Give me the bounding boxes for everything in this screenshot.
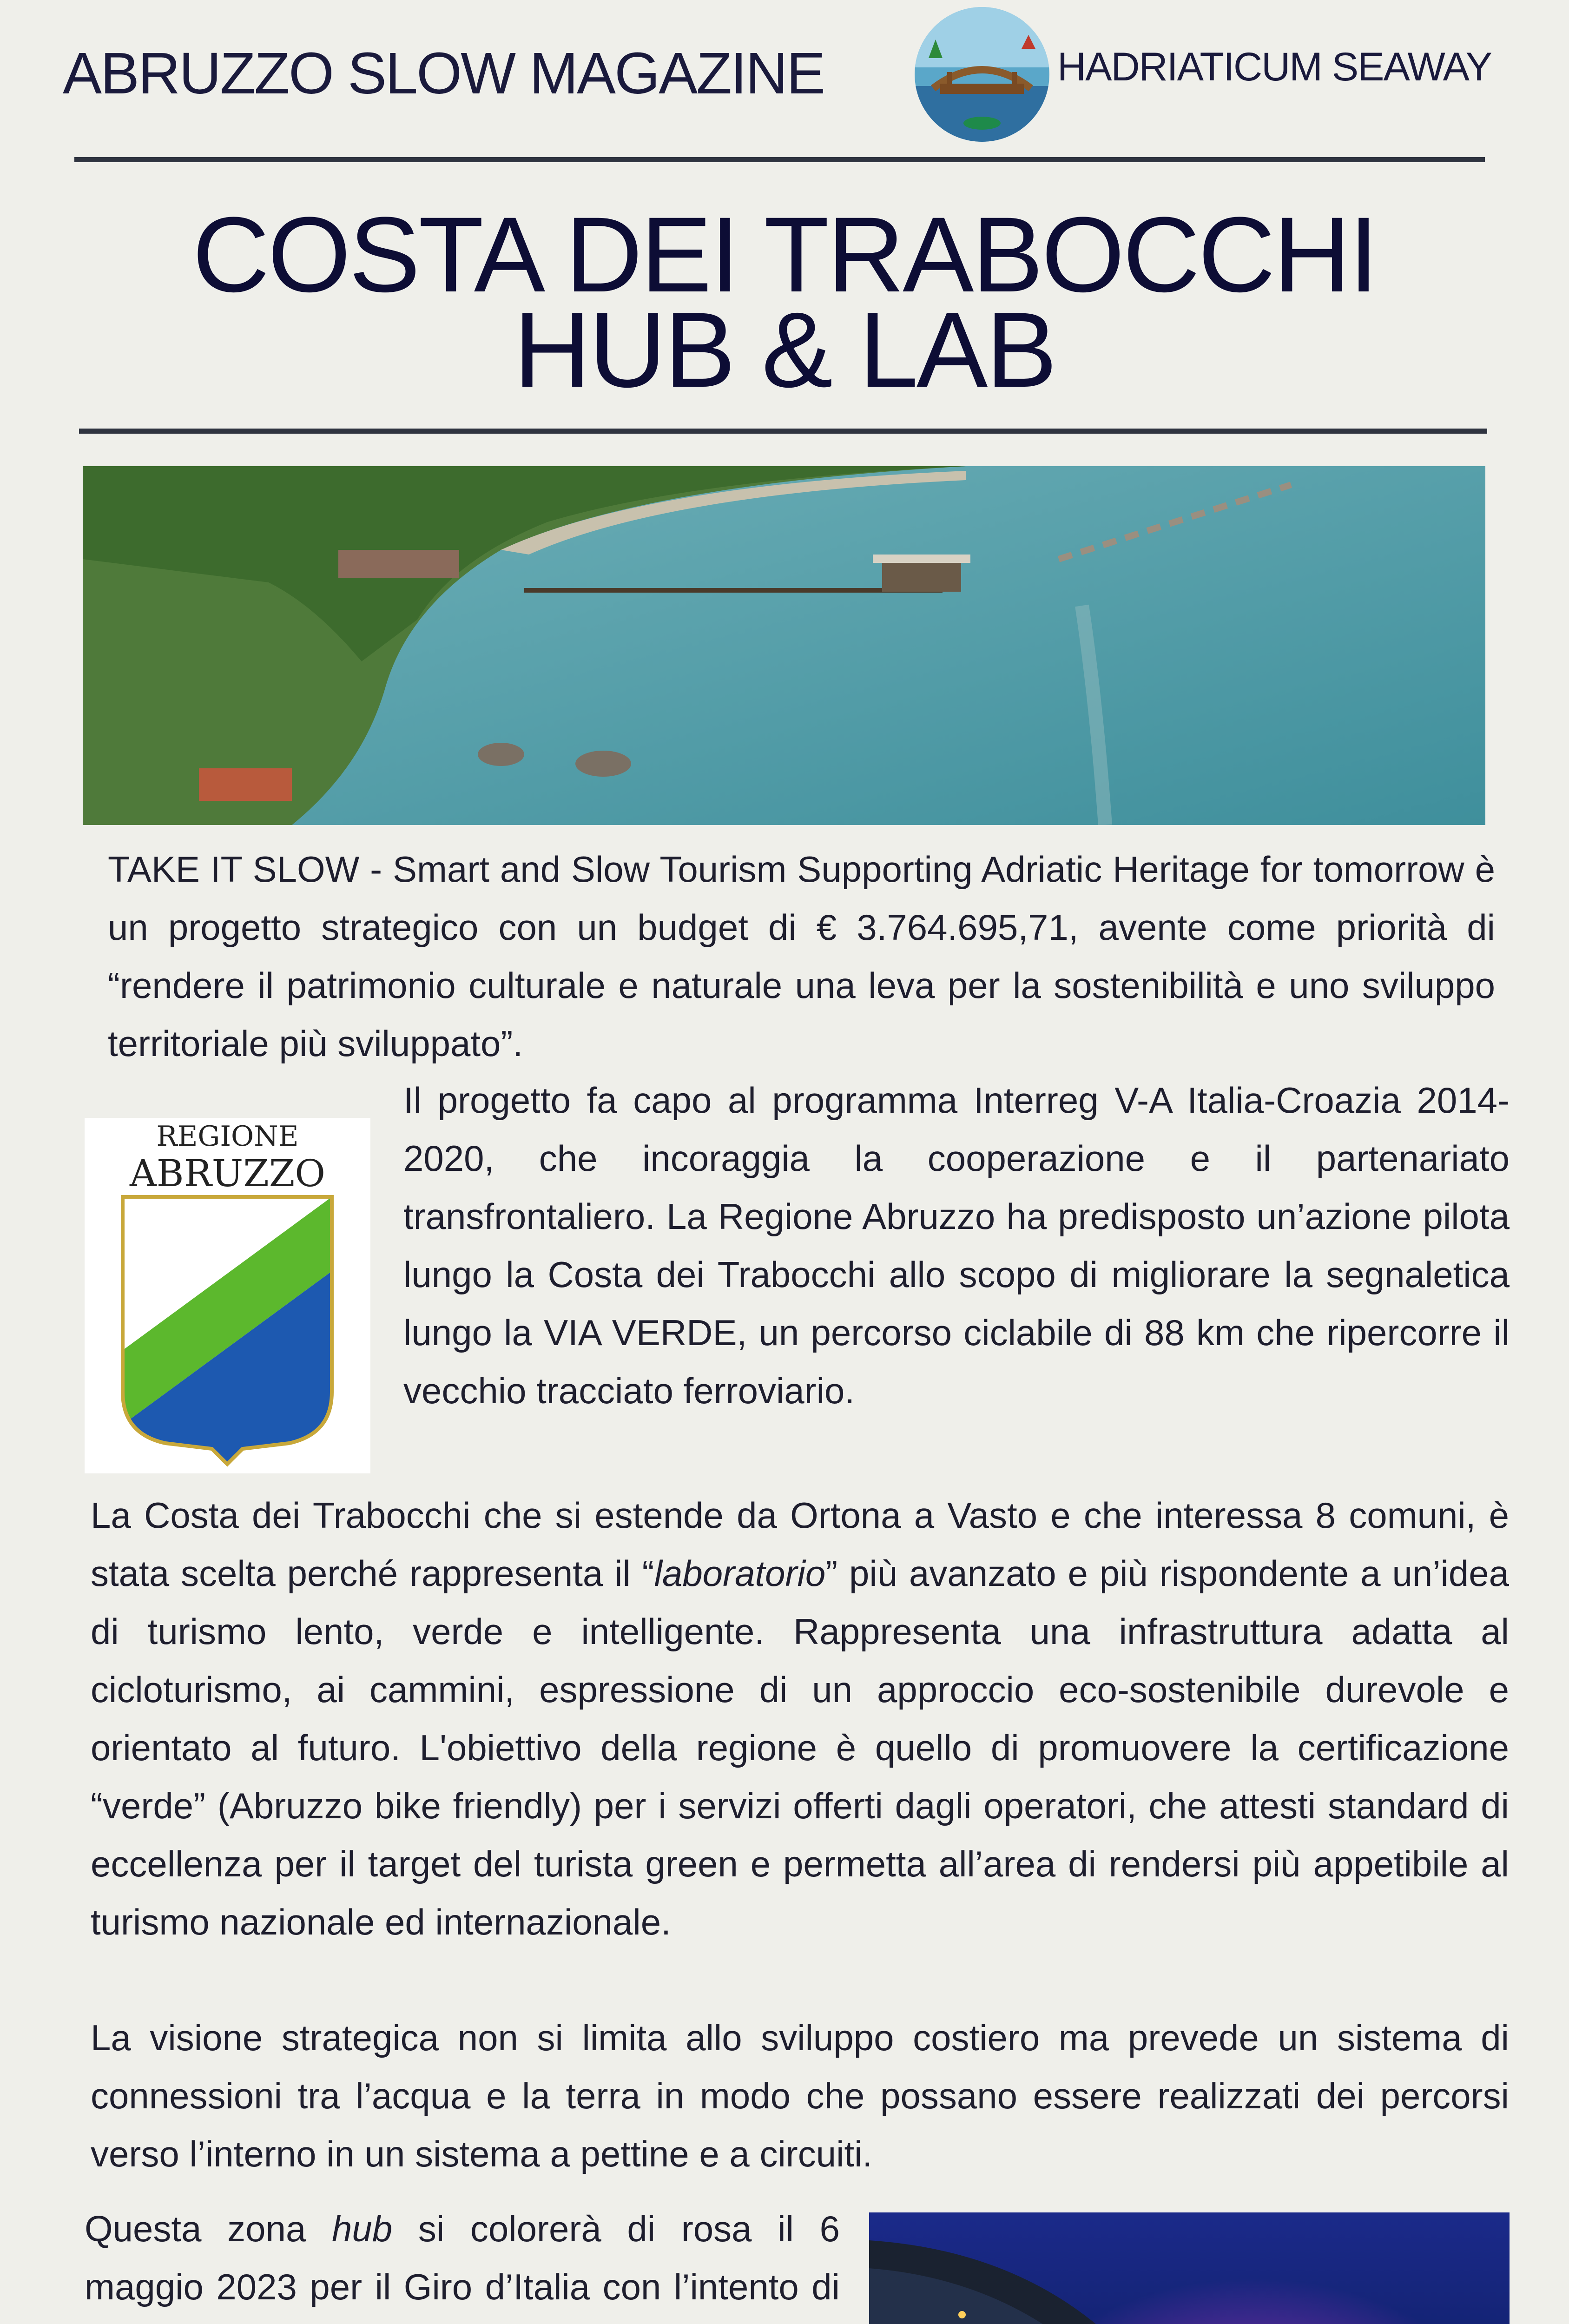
hub-text-start: Questa zona	[85, 2208, 332, 2249]
abruzzo-shield-icon	[85, 1118, 370, 1473]
title-divider	[79, 429, 1487, 434]
vision-paragraph: La visione strategica non si limita allo sviluppo costiero ma prevede un sistema di connessioni tra l’acqua e la terra in modo che possano essere realizzati dei percorsi verso l’interno in un sistema a pettine e a circuiti.	[91, 2017, 1509, 2174]
project-paragraph: Il progetto fa capo al programma Interreg V-A Italia-Croazia 2014-2020, che incoraggia la cooperazione e il partenariato transfrontaliero. La Regione Abruzzo ha predisposto un’azione pilota lungo la Costa dei Trabocchi allo scopo di migliorare la segnaletica lungo la VIA VERDE, un percorso ciclabile di 88 km che ripercorre il vecchio tracciato ferroviario.	[403, 1080, 1510, 1411]
header-divider	[74, 157, 1485, 162]
costa-text-italic: laboratorio	[654, 1553, 826, 1594]
page-title-line2: HUB & LAB	[514, 290, 1055, 409]
magazine-title: ABRUZZO SLOW MAGAZINE	[63, 40, 824, 106]
hub-text-end: si colorerà di rosa il 6 maggio 2023 per il Giro d’Italia con l’intento di	[85, 2208, 840, 2307]
regione-abruzzo-crest	[85, 1118, 370, 1473]
crest-label-abruzzo: ABRUZZO	[130, 1152, 325, 1195]
costa-text-start: La Costa dei Trabocchi che si estende da Ortona a Vasto e che interessa 8 comuni, è stata scelta perché rappresenta il “	[91, 1495, 1509, 1594]
hadriaticum-seaway-logo-icon	[915, 7, 1049, 142]
costa-paragraph	[91, 1486, 1509, 1951]
page-title-line1: COSTA DEI TRABOCCHI	[192, 195, 1377, 314]
coastline-photo	[83, 466, 1485, 825]
hub-paragraph	[85, 2200, 840, 2324]
night-trabocco-photo	[869, 2212, 1510, 2324]
costa-text-end: ” più avanzato e più rispondente a un’idea di turismo lento, verde e intelligente. Rappresenta una infrastruttura adatta al cicloturismo, ai cammini, espressione di un approccio eco-sostenibile durevole e orientato al futuro. L'obiettivo della regione è quello di promuovere la certificazione “verde” (Abruzzo bike friendly) per i servizi offerti dagli operatori, che attesti standard di eccellenza per il target del turista green e permetta all’area di rendersi più appetibile al turismo nazionale ed internazionale.	[91, 1553, 1509, 1942]
crest-label-regione: REGIONE	[156, 1120, 299, 1153]
partner-name: HADRIATICUM SEAWAY	[1057, 45, 1491, 89]
intro-paragraph: TAKE IT SLOW - Smart and Slow Tourism Supporting Adriatic Heritage for tomorrow è un progetto strategico con un budget di € 3.764.695,71, avente come priorità di “rendere il patrimonio culturale e naturale una leva per la sostenibilità e uno sviluppo territoriale più sviluppato”.	[108, 849, 1495, 1064]
hub-text-italic: hub	[332, 2208, 393, 2249]
